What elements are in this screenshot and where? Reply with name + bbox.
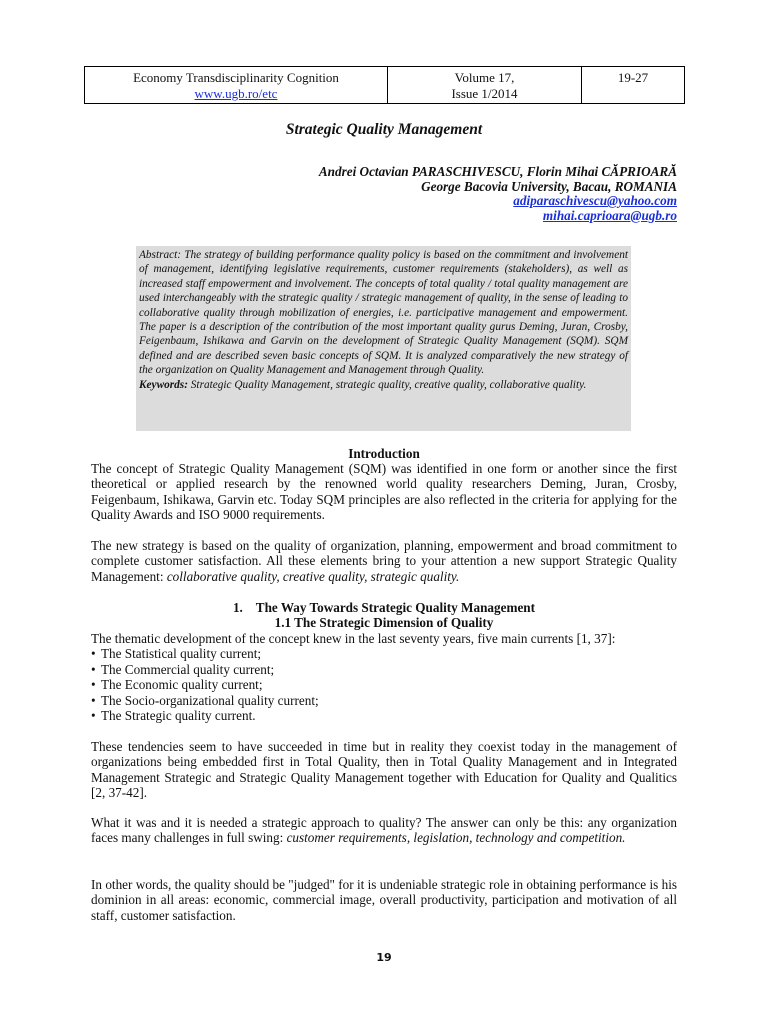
abstract-text: : The strategy of building performance quality policy is based on the commitment and involvement of management, identifying legislative requirements, customer requirements (stakeholders), as well as increased staff empowerment and involvement. The concepts of total quality / total quality management are used interchangeably with the strategic quality / strategic management of quality, in the sense of leading to collaborative quality through mobilization of energies, i.e. participative management and empowerment. The paper is a description of the contribution of the most important quality gurus Deming, Juran, Crosby, Feigenbaum, Ishikawa and Garvin on the development of Strategic Quality Management (SQM). SQM defined and are described seven basic concepts of SQM. It is analyzed comparatively the new strategy of the organization on Quality Management and Management through Quality. [139,249,628,377]
currents-intro-text: The thematic development of the concept knew in the last seventy years, five main currents [1, 37]: [91,631,616,646]
intro-p2-text [91,538,677,584]
intro-paragraph-2 [91,538,677,584]
other-words-text: In other words, the quality should be "judged" for it is undeniable strategic role in obtaining performance is his dominion in all areas: economic, commercial image, overall productivity, participation and motivation of all staff, customer satisfaction. [91,877,677,923]
abstract-paragraph [139,248,628,378]
list-item: • The Commercial quality current; [91,662,677,677]
currents-list [91,646,677,723]
issue-text: Issue 1/2014 [451,86,518,101]
keywords-label: Keywords: [139,378,188,391]
header-pages-cell [582,67,684,103]
section-1-heading-text: 1. The Way Towards Strategic Quality Management [232,600,536,615]
introduction-heading: Introduction [348,446,420,461]
list-item: • The Socio-organizational quality current; [91,693,677,708]
other-words-paragraph [91,877,677,923]
intro-paragraph-1 [91,461,677,523]
tendencies-text: These tendencies seem to have succeeded in time but in reality they coexist today in the management of organizations being embedded first in Total Quality, then in Total Quality Management and in Integrated Management Strategic and Strategic Quality Management together with Education for Quality and Qualitics [2, 37-42]. [91,739,677,801]
page-number: 19 [376,951,392,964]
author-names: Andrei Octavian PARASCHIVESCU, Florin Mihai CĂPRIOARĂ [318,164,677,179]
list-item: • The Strategic quality current. [91,708,677,723]
abstract-box [136,246,631,431]
journal-name: Economy Transdisciplinarity Cognition [133,70,339,85]
paper-title: Strategic Quality Management [285,121,483,138]
list-item: • The Economic quality current; [91,677,677,692]
section-1-1-heading: 1.1 The Strategic Dimension of Quality [274,615,494,630]
journal-url-link[interactable]: www.ugb.ro/etc [194,86,278,101]
section-1-heading [0,600,768,615]
section-1-intro [91,631,677,723]
author-affiliation: George Bacovia University, Bacau, ROMANIA [421,178,677,194]
header-volume-cell [388,67,582,103]
list-item: • The Statistical quality current; [91,646,677,661]
journal-header-table [84,66,685,104]
tendencies-paragraph [91,739,677,801]
page-range: 19-27 [617,70,649,85]
header-journal-cell [85,67,388,103]
abstract-label: Abstract [139,249,178,261]
email-link-1[interactable]: adiparaschivescu@yahoo.com [513,193,677,208]
keywords-paragraph [139,378,628,392]
keywords-text: Strategic Quality Management, strategic quality, creative quality, collaborative quality. [187,378,587,391]
what-text [91,815,677,846]
what-italic: customer requirements, legislation, technology and competition. [286,830,626,846]
what-paragraph [91,815,677,846]
intro-p1-text: The concept of Strategic Quality Management (SQM) was identified in one form or another since the first theoretical or applied research by the renowned world quality researchers Deming, Juran, Crosby, Feigenbaum, Ishikawa, Garvin etc. Today SQM principles are also reflected in the criteria for applying for the Quality Awards and ISO 9000 requirements. [91,461,677,523]
volume-text: Volume 17, [454,70,515,85]
intro-p2-italic: collaborative quality, creative quality, strategic quality. [166,568,460,584]
email-link-2[interactable]: mihai.caprioara@ugb.ro [542,207,677,223]
author-block [319,165,677,223]
what-start: What it was and it is needed a strategic approach to quality? The answer can only be this: any organization faces many challenges in full swing: [91,815,677,846]
intro-p2-start: The new strategy is based on the quality of organization, planning, empowerment and broad commitment to complete customer satisfaction. All these elements bring to your attention a new support Strategic Quality Management: [91,538,677,584]
